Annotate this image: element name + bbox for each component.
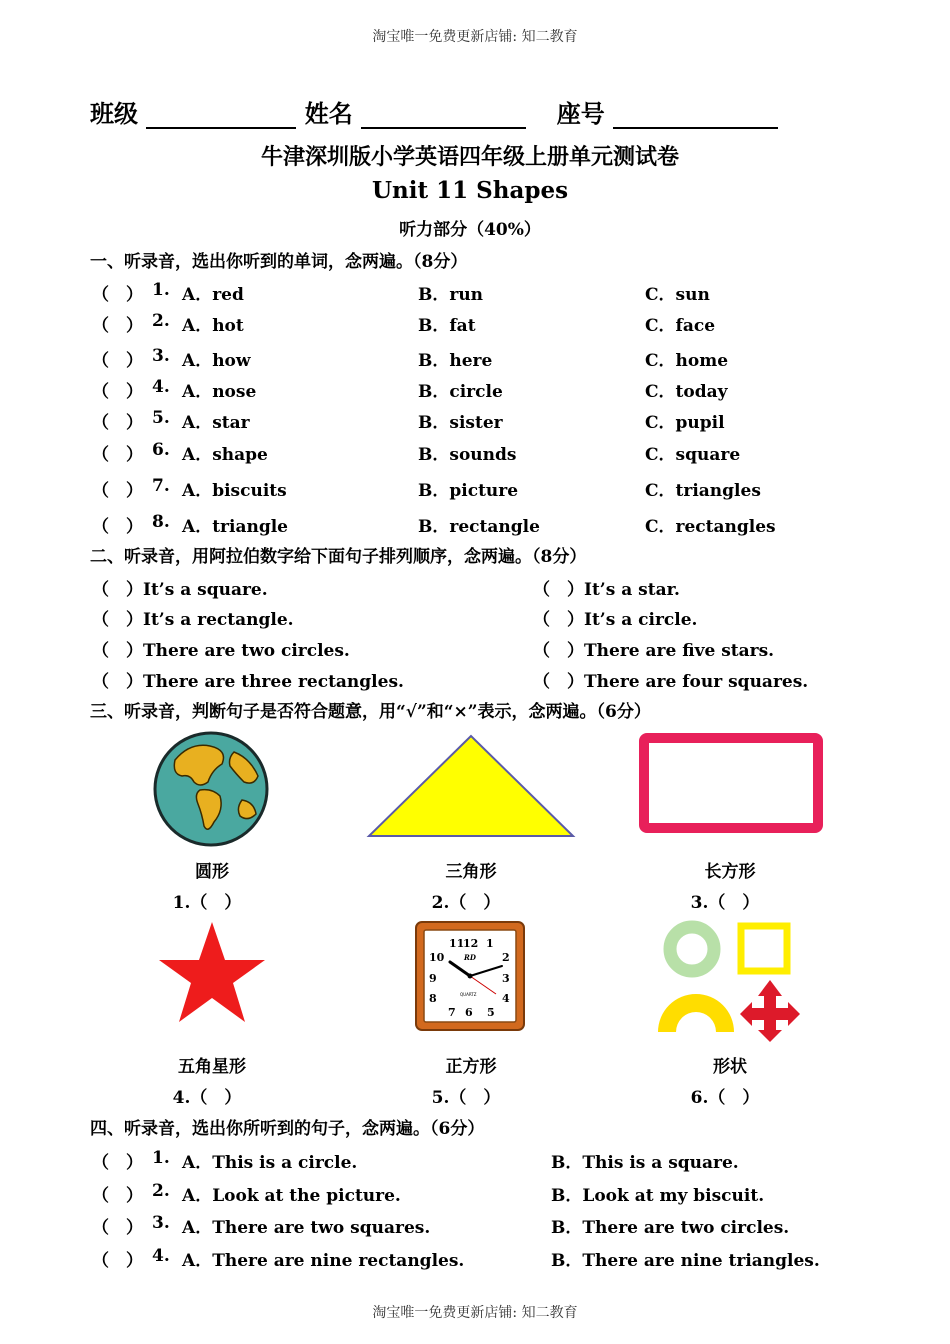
judge-4[interactable]: 4.（ ） (172, 1088, 242, 1108)
question-number: 6. (152, 440, 170, 460)
student-info-line (90, 94, 778, 129)
name-blank[interactable] (361, 105, 526, 129)
clock-num-11: 11 (449, 937, 465, 950)
option-b: B．fat (418, 316, 476, 336)
answer-paren[interactable]: （ ） (92, 1153, 143, 1173)
option-b: B．rectangle (418, 517, 540, 537)
order-sentence-right[interactable]: （ ）It’s a star. (533, 580, 680, 600)
caption-rectangle: 长方形 (704, 862, 756, 882)
section4-title: 四、听录音，选出你所听到的句子，念两遍。（6分） (90, 1119, 485, 1139)
sentence-option-a: A．This is a circle. (182, 1153, 358, 1173)
order-sentence-right[interactable]: （ ）It’s a circle. (533, 610, 698, 630)
page-footer: 淘宝唯一免费更新店铺: 知二教育 (372, 1305, 578, 1321)
question-number: 3. (152, 1213, 170, 1233)
caption-star: 五角星形 (178, 1057, 246, 1077)
caption-shape: 形状 (713, 1057, 747, 1077)
option-c: C．pupil (645, 413, 725, 433)
option-a: A．biscuits (182, 481, 287, 501)
question-number: 1. (152, 280, 170, 300)
clock-icon (414, 920, 526, 1032)
order-sentence-left[interactable]: （ ）It’s a rectangle. (92, 610, 294, 630)
star-icon (157, 920, 267, 1024)
clock-num-12: 12 (463, 937, 479, 950)
clock-num-4: 4 (502, 992, 510, 1005)
option-a: A．triangle (182, 517, 288, 537)
caption-square: 正方形 (445, 1057, 497, 1077)
answer-paren[interactable]: （ ） (92, 481, 143, 501)
question-number: 5. (152, 408, 170, 428)
exam-title: 牛津深圳版小学英语四年级上册单元测试卷 (260, 144, 679, 170)
sentence-option-b: B．There are nine triangles. (551, 1251, 820, 1271)
option-c: C．today (645, 382, 728, 402)
seat-blank[interactable] (613, 105, 778, 129)
clock-num-8: 8 (429, 992, 437, 1005)
answer-paren[interactable]: （ ） (92, 316, 143, 336)
seat-label: 座号 (556, 99, 605, 128)
option-a: A．star (182, 413, 250, 433)
clock-brand: RD (464, 953, 476, 962)
answer-paren[interactable]: （ ） (92, 1186, 143, 1206)
section3-title: 三、听录音，判断句子是否符合题意，用“√”和“×”表示，念两遍。（6分） (90, 702, 651, 722)
option-a: A．hot (182, 316, 244, 336)
answer-paren[interactable]: （ ） (92, 445, 143, 465)
unit-title: Unit 11 Shapes (371, 177, 569, 204)
question-number: 7. (152, 476, 170, 496)
judge-5[interactable]: 5.（ ） (431, 1088, 501, 1108)
answer-paren[interactable]: （ ） (92, 1218, 143, 1238)
option-b: B．sister (418, 413, 503, 433)
class-label: 班级 (90, 99, 138, 128)
option-c: C．rectangles (645, 517, 776, 537)
option-c: C．triangles (645, 481, 761, 501)
order-sentence-right[interactable]: （ ）There are four squares. (533, 672, 809, 692)
clock-num-7: 7 (448, 1006, 456, 1019)
option-a: A．red (182, 285, 244, 305)
judge-6[interactable]: 6.（ ） (690, 1088, 760, 1108)
listening-label: 听力部分（40%） (399, 220, 541, 240)
clock-num-5: 5 (487, 1006, 495, 1019)
clock-num-10: 10 (429, 951, 445, 964)
question-number: 3. (152, 346, 170, 366)
option-c: C．face (645, 316, 716, 336)
caption-triangle: 三角形 (445, 862, 497, 882)
globe-icon (150, 730, 272, 848)
order-sentence-left[interactable]: （ ）There are three rectangles. (92, 672, 404, 692)
option-a: A．how (182, 351, 251, 371)
option-a: A．shape (182, 445, 268, 465)
page-header: 淘宝唯一免费更新店铺: 知二教育 (372, 29, 578, 45)
answer-paren[interactable]: （ ） (92, 285, 143, 305)
judge-2[interactable]: 2.（ ） (431, 893, 501, 913)
order-sentence-left[interactable]: （ ）There are two circles. (92, 641, 350, 661)
section1-title: 一、听录音，选出你听到的单词，念两遍。（8分） (90, 252, 468, 272)
question-number: 4. (152, 377, 170, 397)
question-number: 8. (152, 512, 170, 532)
question-number: 1. (152, 1148, 170, 1168)
option-b: B．here (418, 351, 493, 371)
clock-num-3: 3 (502, 972, 510, 985)
answer-paren[interactable]: （ ） (92, 382, 143, 402)
answer-paren[interactable]: （ ） (92, 517, 143, 537)
sentence-option-a: A．There are two squares. (182, 1218, 431, 1238)
option-b: B．sounds (418, 445, 517, 465)
question-number: 2. (152, 1181, 170, 1201)
sentence-option-b: B．This is a square. (551, 1153, 739, 1173)
caption-circle: 圆形 (195, 862, 229, 882)
question-number: 2. (152, 311, 170, 331)
option-c: C．sun (645, 285, 710, 305)
judge-1[interactable]: 1.（ ） (172, 893, 242, 913)
sentence-option-b: B．Look at my biscuit. (551, 1186, 765, 1206)
rectangle-icon (638, 732, 824, 834)
class-blank[interactable] (146, 105, 296, 129)
option-c: C．square (645, 445, 741, 465)
option-a: A．nose (182, 382, 257, 402)
order-sentence-left[interactable]: （ ）It’s a square. (92, 580, 268, 600)
option-b: B．circle (418, 382, 503, 402)
option-c: C．home (645, 351, 729, 371)
sentence-option-a: A．Look at the picture. (182, 1186, 401, 1206)
sentence-option-b: B．There are two circles. (551, 1218, 790, 1238)
answer-paren[interactable]: （ ） (92, 413, 143, 433)
option-b: B．picture (418, 481, 519, 501)
section2-title: 二、听录音，用阿拉伯数字给下面句子排列顺序，念两遍。（8分） (90, 547, 587, 567)
option-b: B．run (418, 285, 484, 305)
judge-3[interactable]: 3.（ ） (690, 893, 760, 913)
clock-num-1: 1 (486, 937, 494, 950)
triangle-icon (366, 733, 576, 839)
sentence-option-a: A．There are nine rectangles. (182, 1251, 465, 1271)
answer-paren[interactable]: （ ） (92, 1251, 143, 1271)
clock-quartz: QUARTZ (460, 992, 477, 997)
answer-paren[interactable]: （ ） (92, 351, 143, 371)
clock-num-6: 6 (465, 1006, 473, 1019)
clock-num-9: 9 (429, 972, 437, 985)
order-sentence-right[interactable]: （ ）There are five stars. (533, 641, 775, 661)
question-number: 4. (152, 1246, 170, 1266)
clock-num-2: 2 (502, 951, 510, 964)
name-label: 姓名 (304, 99, 353, 128)
shapes-icon (654, 920, 806, 1042)
